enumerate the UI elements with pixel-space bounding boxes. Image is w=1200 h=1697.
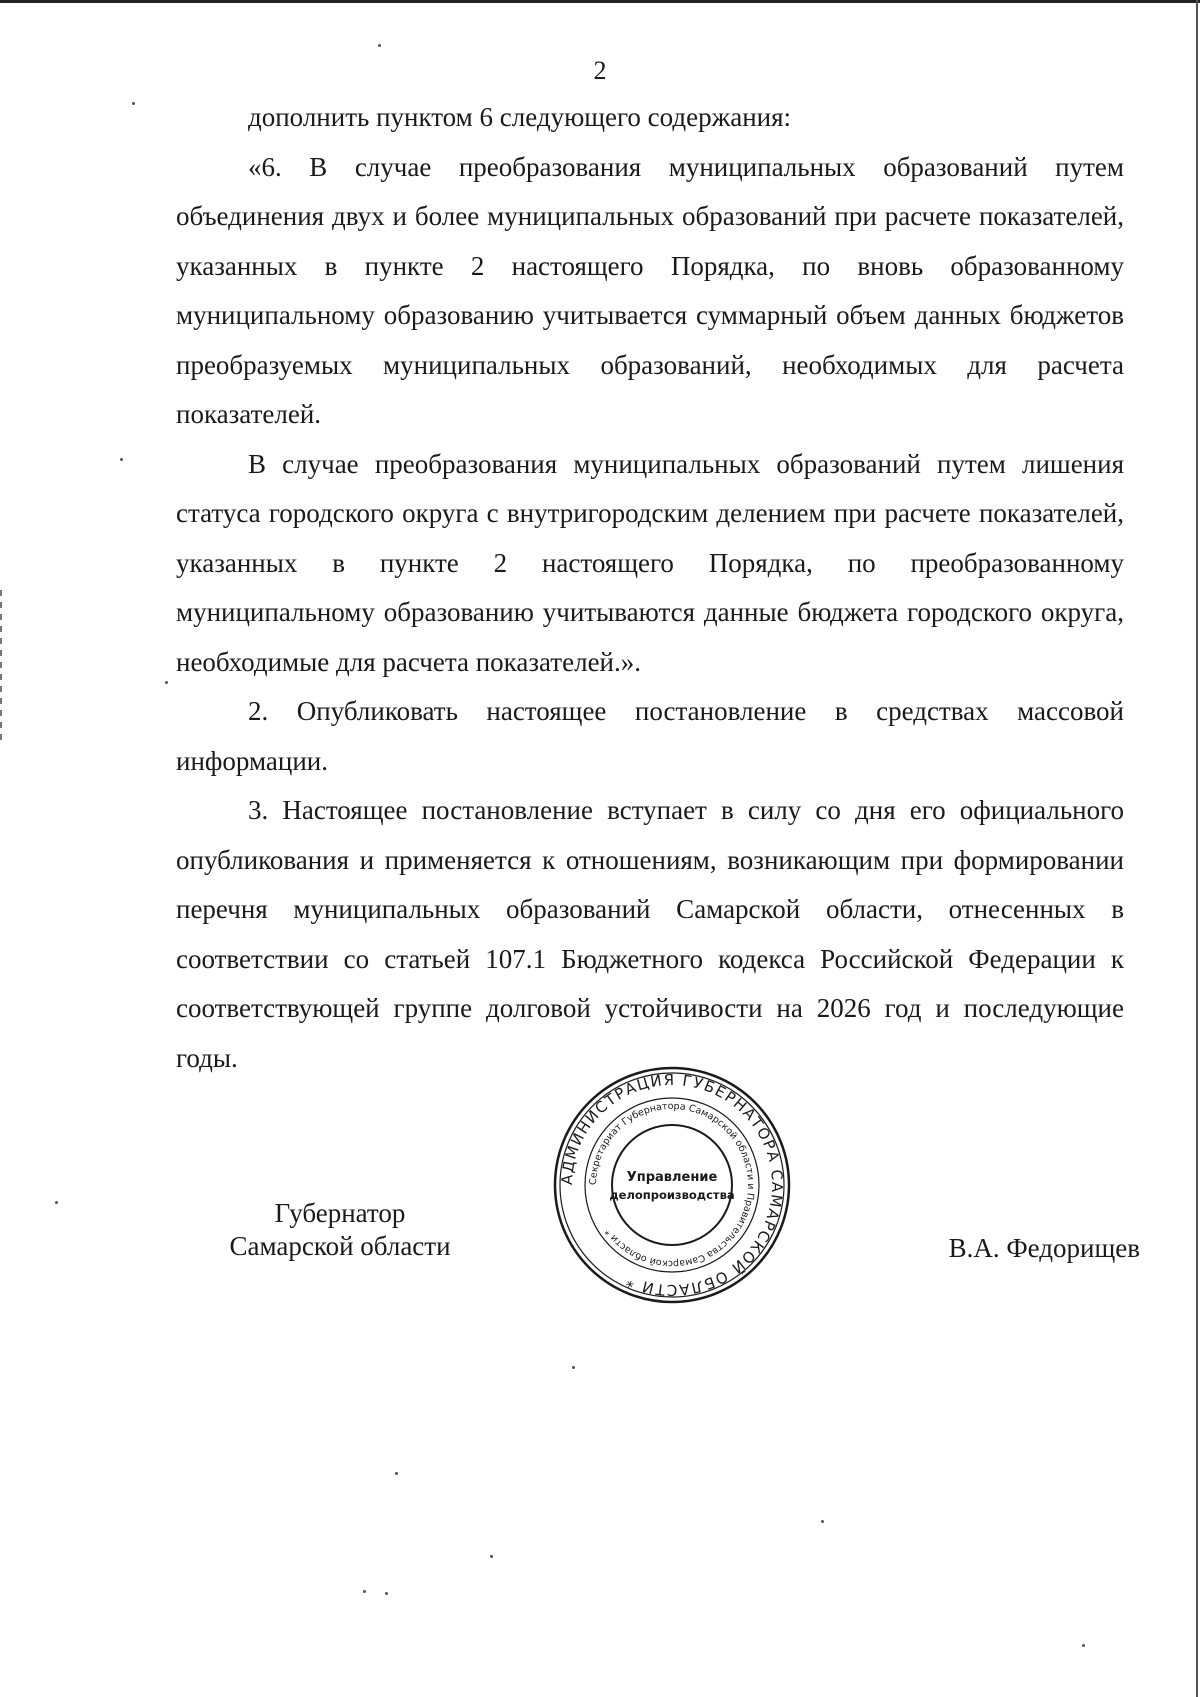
signer-name: В.А. Федорищев <box>948 1233 1140 1263</box>
scan-speck <box>120 458 123 461</box>
scan-speck <box>572 1366 575 1369</box>
paragraph-publish: 2. Опубликовать настоящее постановление в средствах массовой информации. <box>176 696 1124 776</box>
signer-title <box>170 1197 510 1263</box>
scan-speck <box>55 1201 58 1204</box>
paragraph-item-6: «6. В случае преобразования муниципальных образований путем объединения двух и более муниципальных образований при расчете показателей, указанных в пункте 2 настоящего Порядка, по вновь образованному муниципальному образованию учитывается суммарный объем данных бюджетов преобразуемых муниципальных образований, необходимых для расчета показателей. <box>176 151 1124 429</box>
scan-right-edge <box>1196 0 1198 1697</box>
seal-outer-text: АДМИНИСТРАЦИЯ ГУБЕРНАТОРА САМАРСКОЙ ОБЛАСТИ * <box>557 1070 787 1300</box>
official-seal <box>552 1065 792 1305</box>
scan-left-margin-marks <box>0 590 2 740</box>
signer-title-line-2: Самарской области <box>229 1231 451 1261</box>
page-number: 2 <box>593 56 607 85</box>
scan-speck <box>490 1555 493 1558</box>
scan-speck <box>385 1592 388 1595</box>
seal-inner-circle <box>612 1125 732 1245</box>
seal-center-line-1: Управление <box>626 1170 718 1185</box>
document-body <box>176 93 1124 1083</box>
scan-speck <box>363 1590 366 1593</box>
scan-speck <box>132 102 135 105</box>
scan-speck <box>1082 1644 1085 1647</box>
signer-title-line-1: Губернатор <box>274 1198 406 1228</box>
paragraph-intro: дополнить пунктом 6 следующего содержания: <box>248 102 792 132</box>
scan-speck <box>395 1472 398 1475</box>
seal-center-line-2: делопроизводства <box>609 1188 735 1202</box>
seal-inner-text: Секретариат Губернатора Самарской области и Правительства Самарской области * <box>587 1100 757 1270</box>
scan-speck <box>821 1520 824 1523</box>
scan-top-edge <box>0 0 1200 3</box>
scan-speck <box>378 44 381 47</box>
paragraph-effective: 3. Настоящее постановление вступает в силу со дня его официального опубликования и применяется к отношениям, возникающим при формировании перечня муниципальных образований Самарской области, отнесенных в соответствии со статьей 107.1 Бюджетного кодекса Российской Федерации к соответствующей группе долговой устойчивости на 2026 год и последующие годы. <box>176 795 1124 1073</box>
paragraph-item-6-continued: В случае преобразования муниципальных образований путем лишения статуса городского округа с внутригородским делением при расчете показателей, указанных в пункте 2 настоящего Порядка, по преобразованному муниципальному образованию учитываются данные бюджета городского округа, необходимые для расчета показателей.». <box>176 448 1124 677</box>
scan-speck <box>165 681 168 684</box>
